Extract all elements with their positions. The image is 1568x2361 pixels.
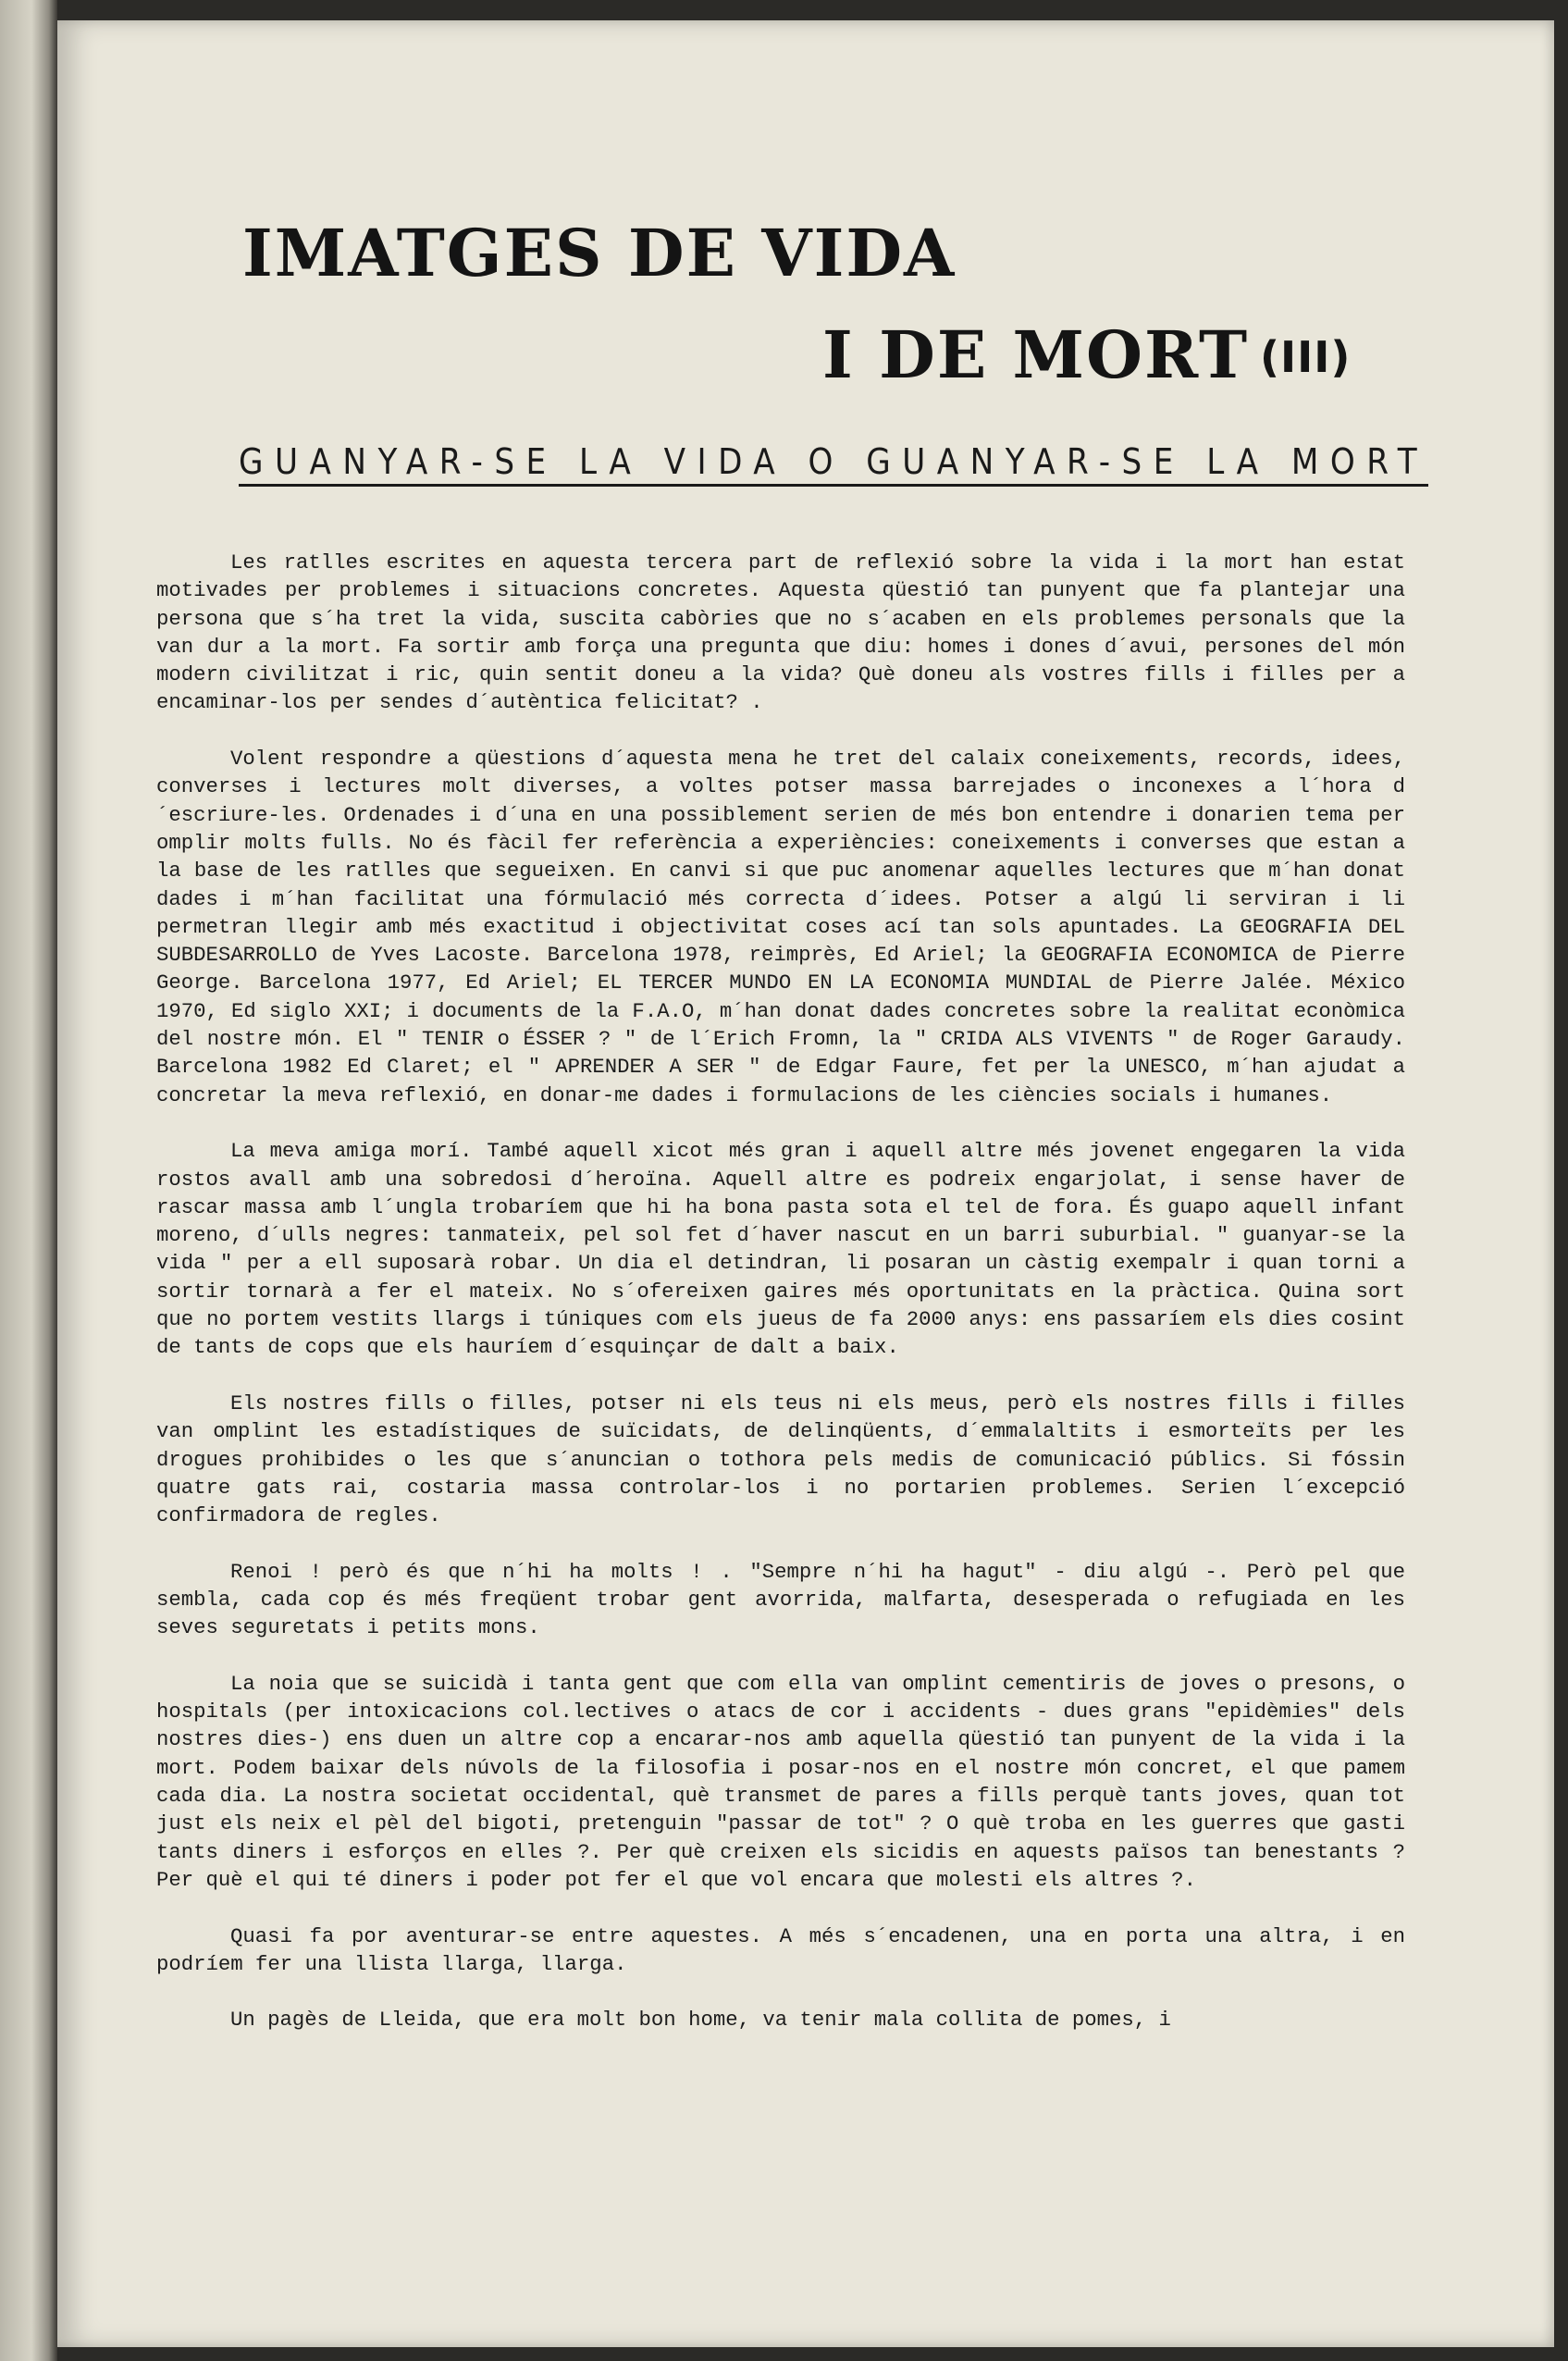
body-paragraph: Les ratlles escrites en aquesta tercera part de reflexió sobre la vida i la mort han estat motivades per problemes i situacions concretes. Aquesta qüestió tan punyent que fa plantejar una persona que s´ha tret la vida, suscita cabòries que no s´acaben en els problemes personals que la van dur a la mort. Fa sortir amb força una pregunta que diu: homes i dones d´avui, persones del món modern civilitzat i ric, quin sentit doneu a la vida? Què doneu als vostres fills i filles per a encaminar-los per sendes d´autèntica felicitat? . xyxy=(156,550,1405,715)
article-part-number: (III) xyxy=(1260,332,1352,382)
body-paragraph: Quasi fa por aventurar-se entre aquestes. A més s´encadenen, una en porta una altra, i en podríem fer una llista llarga, llarga. xyxy=(156,1923,1405,1976)
body-paragraph: La meva amiga morí. També aquell xicot més gran i aquell altre més jovenet engegaren la vida rostos avall amb una sobredosi d´heroïna. Aquell altre es podreix engarjolat, i sense haver de rascar massa amb l´ungla trobaríem que hi ha bona pasta sota el tel de fora. És guapo aquell infant moreno, d´ulls negres: tanmateix, pel sol fet d´haver nascut en un barri suburbial. " guanyar-se la vida " per a ell suposarà robar. Un dia el detindran, li posaran un càstig exempalr i quan torni a sortir tornarà a fer el mateix. No s´ofereixen gaires més oportunitats en la pràctica. Quina sort que no portem vestits llargs i túniques com els jueus de fa 2000 anys: ens passaríem els dies cosint de tants de cops que els hauríem d´esquinçar de dalt a baix. xyxy=(156,1139,1405,1360)
body-paragraph: Els nostres fills o filles, potser ni els teus ni els meus, però els nostres fills i filles van omplint les estadístiques de suïcidats, de delinqüents, d´emmalaltits i esmorteïts per les drogues prohibides o les que s´anuncian o tothora pels medis de comunicació públics. Si fóssin quatre gats rai, costaria massa controlar-los i no portarien problemes. Serien l´excepció confirmadora de regles. xyxy=(156,1391,1405,1528)
body-paragraph: Renoi ! però és que n´hi ha molts ! . "Sempre n´hi ha hagut" - diu algú -. Però pel que sembla, cada cop és més freqüent trobar gent avorrida, malfarta, desesperada o refugiada en les seves seguretats i petits mons. xyxy=(156,1559,1405,1640)
article-subtitle: GUANYAR-SE LA VIDA O GUANYAR-SE LA MORT xyxy=(239,441,1428,487)
document-page xyxy=(57,20,1554,2347)
book-spine xyxy=(0,0,57,2361)
article-body xyxy=(156,549,1405,2062)
body-paragraph: La noia que se suicidà i tanta gent que com ella van omplint cementiris de joves o presons, o hospitals (per intoxicacions col.lectives o atacs de cor i accidents - dues grans "epidèmies" dels nostres dies-) ens duen un altre cop a encarar-nos amb aquella qüestió tan punyent de la vida i la mort. Podem baixar dels núvols de la filosofia i posar-nos en el nostre món concret, el que pamem cada dia. La nostra societat occidental, què transmet de pares a fills perquè tants joves, quan tot just els neix el pèl del bigoti, pretenguin "passar de tot" ? O què troba en les guerres que gasti tants diners i esforços en elles ?. Per què creixen els sicidis en aquests països tan benestants ? Per què el qui té diners i poder pot fer el que vol encara que molesti els altres ?. xyxy=(156,1671,1405,1892)
body-paragraph: Un pagès de Lleida, que era molt bon home, va tenir mala collita de pomes, i xyxy=(230,2008,1171,2033)
article-title-line-1: IMATGES DE VIDA xyxy=(242,215,957,291)
body-paragraph: Volent respondre a qüestions d´aquesta mena he tret del calaix coneixements, records, idees, converses i lectures molt diverses, a voltes potser massa barrejades o inconexes a l´hora d´escriure-les. Ordenades i d´una en una possiblement serien de més bon entendre i donarien tema per omplir molts fulls. No és fàcil fer referència a experiències: coneixements i converses que estan a la base de les ratlles que segueixen. En canvi si que puc anomenar aquelles lectures que m´han donat dades i m´han facilitat una fórmulació més correcta d´idees. Potser a algú li serviran i li permetran llegir amb més exactitud i objectivitat coses ací tan sols apuntades. La GEOGRAFIA DEL SUBDESARROLLO de Yves Lacoste. Barcelona 1978, reimprès, Ed Ariel; la GEOGRAFIA ECONOMICA de Pierre George. Barcelona 1977, Ed Ariel; EL TERCER MUNDO EN LA ECONOMIA MUNDIAL de Pierre Jalée. México 1970, Ed siglo XXI; i documents de la F.A.O, m´han donat dades concretes sobre la realitat econòmica del nostre món. El " TENIR o ÉSSER ? " de l´Erich Fromn, la " CRIDA ALS VIVENTS " de Roger Garaudy. Barcelona 1982 Ed Claret; el " APRENDER A SER " de Edgar Faure, fet per la UNESCO, m´han ajudat a concretar la meva reflexió, en donar-me dades i formulacions de les ciències socials i humanes. xyxy=(156,747,1405,1107)
article-title-line-2: I DE MORT xyxy=(822,316,1250,393)
